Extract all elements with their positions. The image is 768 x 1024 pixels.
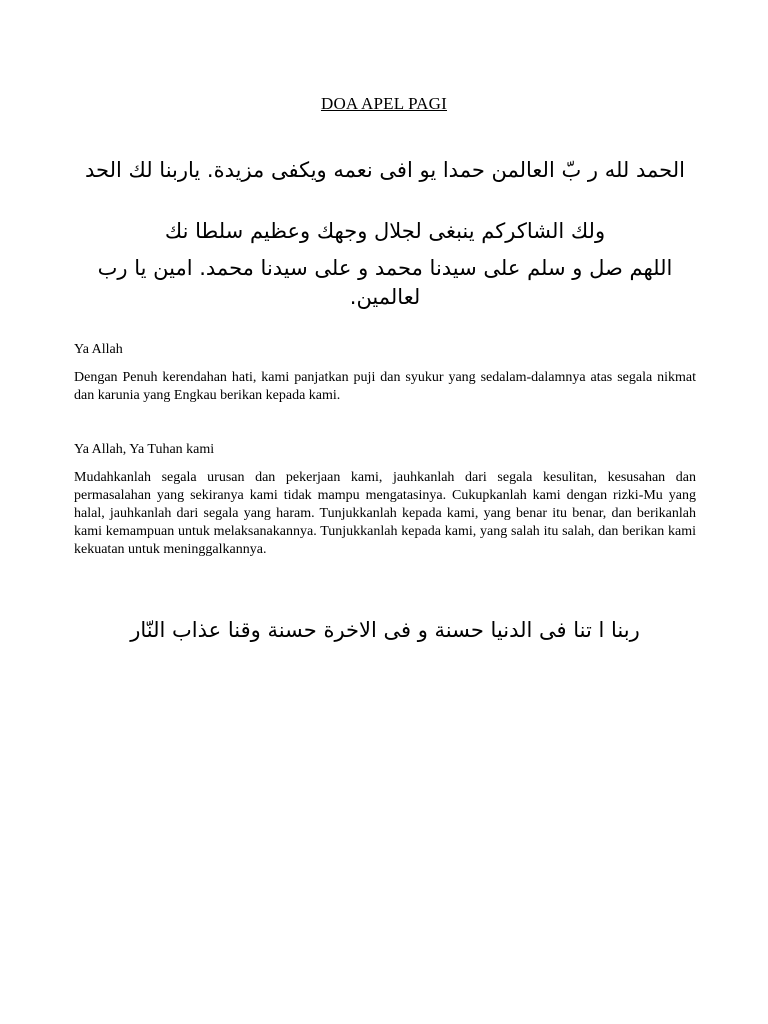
arabic-praise-line: ولك الشاكركم ينبغى لجلال وجهك وعظيم سلطا نك	[164, 219, 606, 243]
section-1-heading: Ya Allah	[74, 342, 123, 357]
section-2-paragraph: Mudahkanlah segala urusan dan pekerjaan kami, jauhkanlah dari segala kesulitan, kesusahan dan permasalahan yang sekiranya kami tidak mampu mengatasinya. Cukupkanlah kami dengan rizki-Mu yang halal, jauhkanlah dari segala yang haram. Tunjukkanlah kepada kami, yang benar itu benar, dan berikanlah kami kemampuan untuk melaksanakannya. Tunjukkanlah kepada kami, yang salah itu salah, dan berikan kami kekuatan untuk meninggalkannya.	[74, 470, 696, 557]
section-2-heading: Ya Allah, Ya Tuhan kami	[74, 442, 215, 457]
document-title: DOA APEL PAGI	[320, 94, 448, 113]
arabic-salawat: اللهم صل و سلم على سيدنا محمد و على سيدنا محمد. امين يا رب لعالمين.	[97, 256, 673, 309]
arabic-opening-praise: الحمد لله ر بّ العالمن حمدا يو افى نعمه ويكفى مزيدة. ياربنا لك الحد	[85, 158, 685, 182]
section-1-paragraph: Dengan Penuh kerendahan hati, kami panjatkan puji dan syukur yang sedalam-dalamnya atas segala nikmat dan karunia yang Engkau berikan kepada kami.	[74, 370, 696, 403]
arabic-closing-prayer: ربنا ا تنا فى الدنيا حسنة و فى الاخرة حسنة وقنا عذاب النّار	[130, 618, 640, 642]
